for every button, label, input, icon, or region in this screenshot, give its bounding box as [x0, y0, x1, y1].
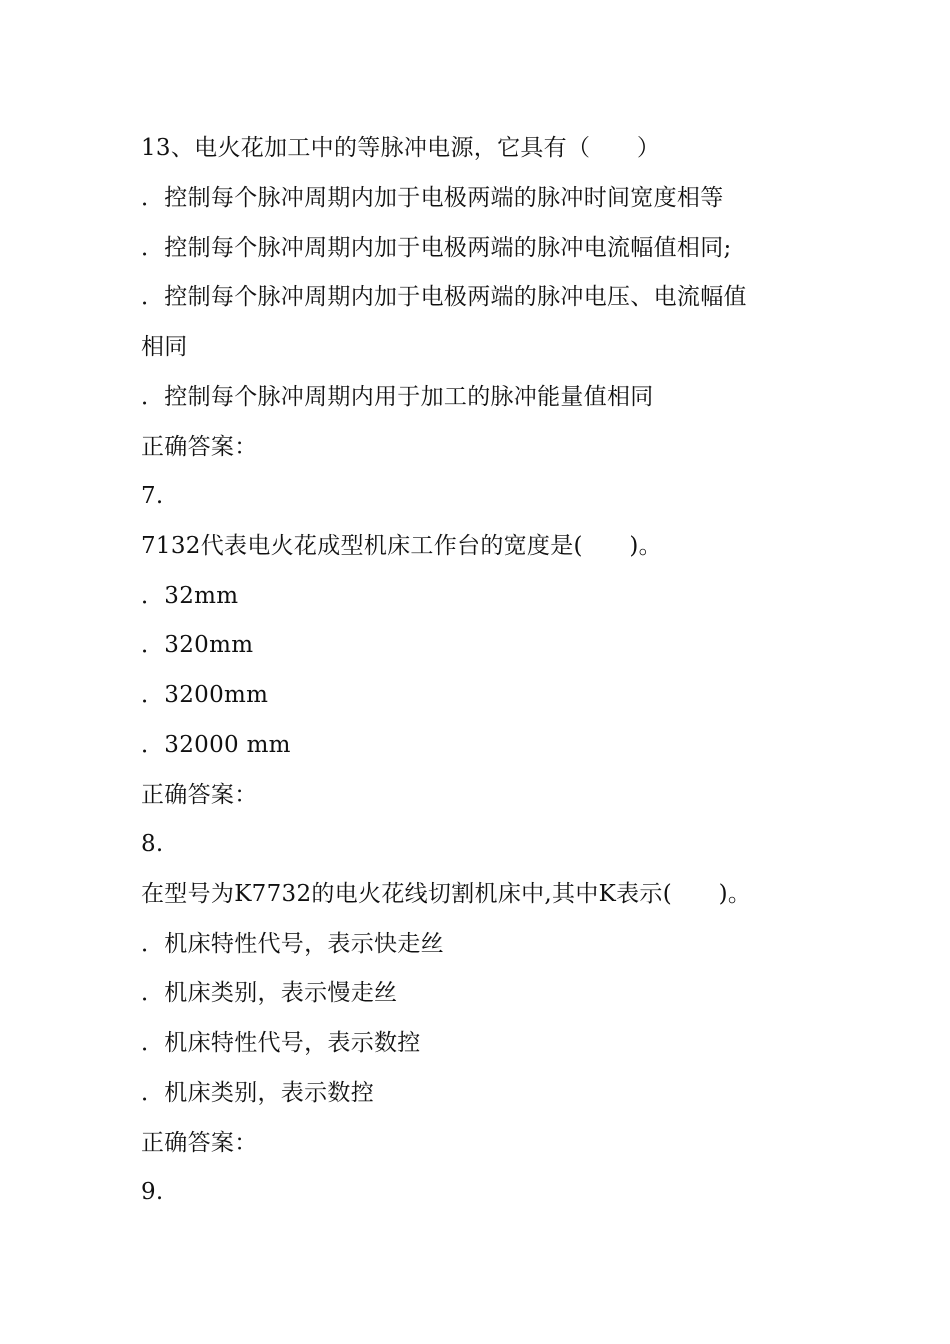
q8-option-b: ．机床类别，表示慢走丝: [141, 980, 398, 1006]
q7-answer-label: 正确答案：: [141, 782, 258, 808]
question-8-number: 8.: [141, 831, 164, 857]
question-7-stem: 7132代表电火花成型机床工作台的宽度是( )。: [141, 533, 662, 559]
q8-option-d: ．机床类别，表示数控: [141, 1080, 374, 1106]
q13-option-c-continued: 相同: [141, 334, 188, 360]
q13-option-a: ．控制每个脉冲周期内加于电极两端的脉冲时间宽度相等: [141, 185, 724, 211]
question-7-number: 7.: [141, 483, 164, 509]
q8-option-a: ．机床特性代号，表示快走丝: [141, 931, 444, 957]
question-8-stem: 在型号为K7732的电火花线切割机床中,其中K表示( )。: [141, 881, 752, 907]
q13-answer-label: 正确答案：: [141, 434, 258, 460]
question-9-number: 9.: [141, 1179, 164, 1205]
q7-option-a: ．32mm: [141, 583, 239, 609]
question-13-stem: 13、电火花加工中的等脉冲电源，它具有（ ）: [141, 135, 661, 161]
q13-option-b: ．控制每个脉冲周期内加于电极两端的脉冲电流幅值相同;: [141, 235, 732, 261]
q7-option-c: ．3200mm: [141, 682, 269, 708]
q7-option-d: ．32000 mm: [141, 732, 291, 758]
q8-option-c: ．机床特性代号，表示数控: [141, 1030, 421, 1056]
q8-answer-label: 正确答案：: [141, 1130, 258, 1156]
q13-option-c: ．控制每个脉冲周期内加于电极两端的脉冲电压、电流幅值: [141, 284, 747, 310]
q7-option-b: ．320mm: [141, 632, 254, 658]
q13-option-d: ．控制每个脉冲周期内用于加工的脉冲能量值相同: [141, 384, 654, 410]
